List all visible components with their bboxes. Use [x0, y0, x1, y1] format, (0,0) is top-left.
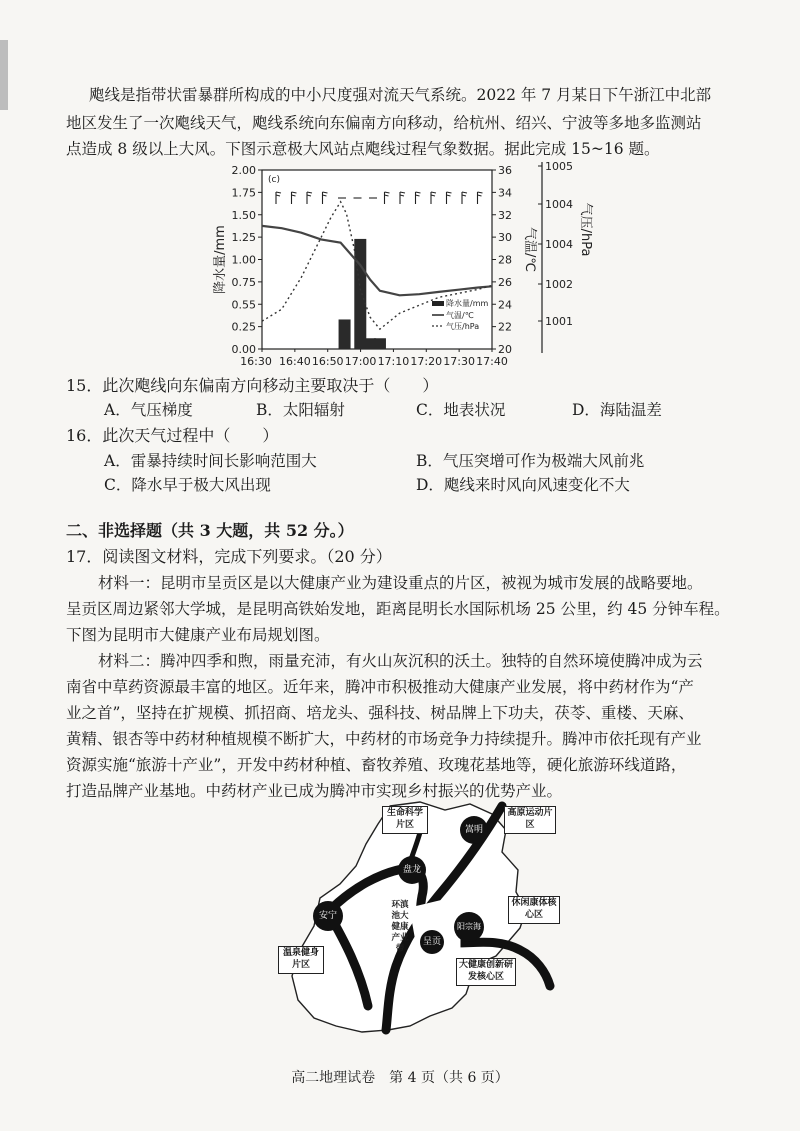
q16-option-d[interactable]: D．飑线来时风向风速变化不大	[416, 476, 630, 494]
section-2-heading: 二、非选择题（共 3 大题，共 52 分。）	[66, 521, 354, 540]
map-box-big-health-rd: 大健康创新研发核心区	[456, 958, 516, 986]
temp-axis-title: 气温/℃	[522, 227, 537, 272]
precip-tick-label: 2.00	[231, 164, 256, 177]
intro-line-3: 点造成 8 级以上大风。下图示意极大风站点飑线过程气象数据。据此完成 15~16 题。	[66, 140, 660, 158]
intro-line-1: 飑线是指带状雷暴群所构成的中小尺度强对流天气系统。2022 年 7 月某日下午浙江中北部	[89, 86, 712, 104]
precip-tick-label: 1.00	[231, 253, 256, 267]
q17-material1-line1: 材料一：昆明市呈贡区是以大健康产业为建设重点的片区，被视为城市发展的战略要地。	[98, 574, 703, 592]
temp-tick-label: 30	[498, 231, 512, 245]
squall-line-chart	[200, 158, 600, 373]
map-box-leisure-core: 休闲康体核心区	[508, 896, 560, 924]
precip-bar	[339, 319, 351, 349]
q17-material2-line1: 材料二：腾冲四季和煦，雨量充沛，有火山灰沉积的沃土。独特的自然环境使腾冲成为云	[98, 652, 703, 670]
precip-bar	[374, 338, 386, 349]
q15-option-a[interactable]: A．气压梯度	[104, 401, 193, 419]
q17-material2-line6: 打造品牌产业基地。中药材产业已成为腾冲市实现乡村振兴的优势产业。	[66, 782, 563, 800]
precip-tick-label: 0.00	[231, 343, 256, 356]
x-tick-label: 17:40	[476, 355, 508, 368]
q15-option-d[interactable]: D．海陆温差	[572, 401, 662, 419]
q16-option-a[interactable]: A．雷暴持续时间长影响范围大	[104, 452, 317, 470]
x-tick-label: 17:30	[443, 355, 475, 368]
temp-tick-label: 36	[498, 164, 512, 177]
q17-material1-line2: 呈贡区周边紧邻大学城，是昆明高铁始发地，距离昆明长水国际机场 25 公里，约 45 分钟车程。	[66, 600, 730, 618]
temp-tick-label: 34	[498, 186, 512, 200]
x-tick-label: 16:50	[311, 355, 344, 368]
legend-temp-label: 气温/℃	[446, 311, 474, 320]
scan-edge-mark	[0, 40, 8, 110]
map-node-panlong: 盘龙	[398, 856, 426, 884]
temp-tick-label: 26	[498, 275, 512, 289]
q17-material2-line4: 黄精、银杏等中药材种植规模不断扩大，中药材的市场竞争力持续提升。腾冲市依托现有产业	[66, 730, 702, 748]
chart-panel-label: (c)	[268, 175, 280, 185]
q15-stem: 15．此次飑线向东偏南方向移动主要取决于（ ）	[66, 376, 439, 395]
map-node-chenggong: 呈贡	[420, 930, 444, 954]
pressure-tick-label: 1001	[545, 315, 573, 328]
legend-pressure-label: 气压/hPa	[446, 322, 480, 331]
temp-tick-label: 24	[498, 298, 512, 312]
precip-tick-label: 1.75	[231, 186, 256, 200]
precip-tick-label: 0.25	[231, 320, 256, 334]
x-tick-label: 17:10	[377, 355, 410, 368]
temp-tick-label: 28	[498, 253, 512, 267]
q16-option-b[interactable]: B．气压突增可作为极端大风前兆	[416, 452, 645, 470]
q15-option-c[interactable]: C．地表状况	[416, 401, 506, 419]
map-box-plateau-sport: 高原运动片区	[504, 806, 556, 834]
map-node-anning: 安宁	[313, 901, 343, 931]
x-tick-label: 16:40	[279, 355, 311, 368]
precip-tick-label: 1.25	[231, 231, 256, 245]
map-node-yangzonghai: 阳宗海	[454, 912, 484, 942]
x-tick-label: 17:00	[344, 355, 377, 368]
legend-precip-swatch	[432, 301, 444, 306]
map-center-belt-label: 环滇池大健康产业带	[391, 900, 409, 954]
q16-stem: 16．此次天气过程中（ ）	[66, 426, 279, 445]
map-box-life-science: 生命科学片区	[382, 806, 428, 834]
temp-tick-label: 32	[498, 208, 512, 222]
x-tick-label: 16:30	[240, 355, 272, 368]
temp-tick-label: 22	[498, 320, 512, 334]
x-tick-label: 17:20	[410, 355, 443, 368]
pressure-axis-title: 气压/hPa	[578, 202, 593, 257]
page-footer: 高二地理试卷 第 4 页（共 6 页）	[291, 1070, 509, 1086]
q16-option-c[interactable]: C．降水早于极大风出现	[104, 476, 271, 494]
precip-axis-title: 降水量/mm	[213, 225, 228, 294]
legend-precip-label: 降水量/mm	[446, 299, 489, 308]
pressure-tick-label: 1004	[545, 198, 573, 211]
pressure-tick-label: 1004	[545, 238, 573, 251]
pressure-tick-label: 1005	[545, 160, 573, 173]
q17-material2-line5: 资源实施“旅游十产业”，开发中药材种植、畜牧养殖、玫瑰花基地等，硬化旅游环线道路，	[66, 756, 687, 774]
q17-material2-line2: 南省中草药资源最丰富的地区。近年来，腾冲市积极推动大健康产业发展，将中药材作为“产	[66, 678, 694, 696]
q17-material2-line3: 业之首”，坚持在扩规模、抓招商、培龙头、强科技、树品牌上下功夫，茯苓、重楼、天麻、	[66, 704, 694, 722]
q17-material1-line3: 下图为昆明市大健康产业布局规划图。	[66, 626, 330, 644]
q17-stem: 17．阅读图文材料，完成下列要求。（20 分）	[66, 547, 392, 566]
map-node-songming: 嵩明	[460, 816, 488, 844]
precip-tick-label: 0.75	[231, 275, 256, 289]
precip-tick-label: 1.50	[231, 208, 256, 222]
pressure-tick-label: 1002	[545, 278, 573, 291]
map-box-hot-spring: 温泉健身片区	[278, 946, 324, 974]
temp-tick-label: 20	[498, 343, 512, 356]
kunming-health-industry-map	[270, 800, 590, 1040]
intro-line-2: 地区发生了一次飑线天气，飑线系统向东偏南方向移动，给杭州、绍兴、宁波等多地多监测站	[66, 114, 702, 132]
precip-bar	[354, 239, 366, 349]
precip-tick-label: 0.55	[231, 298, 256, 312]
q15-option-b[interactable]: B．太阳辐射	[256, 401, 345, 419]
